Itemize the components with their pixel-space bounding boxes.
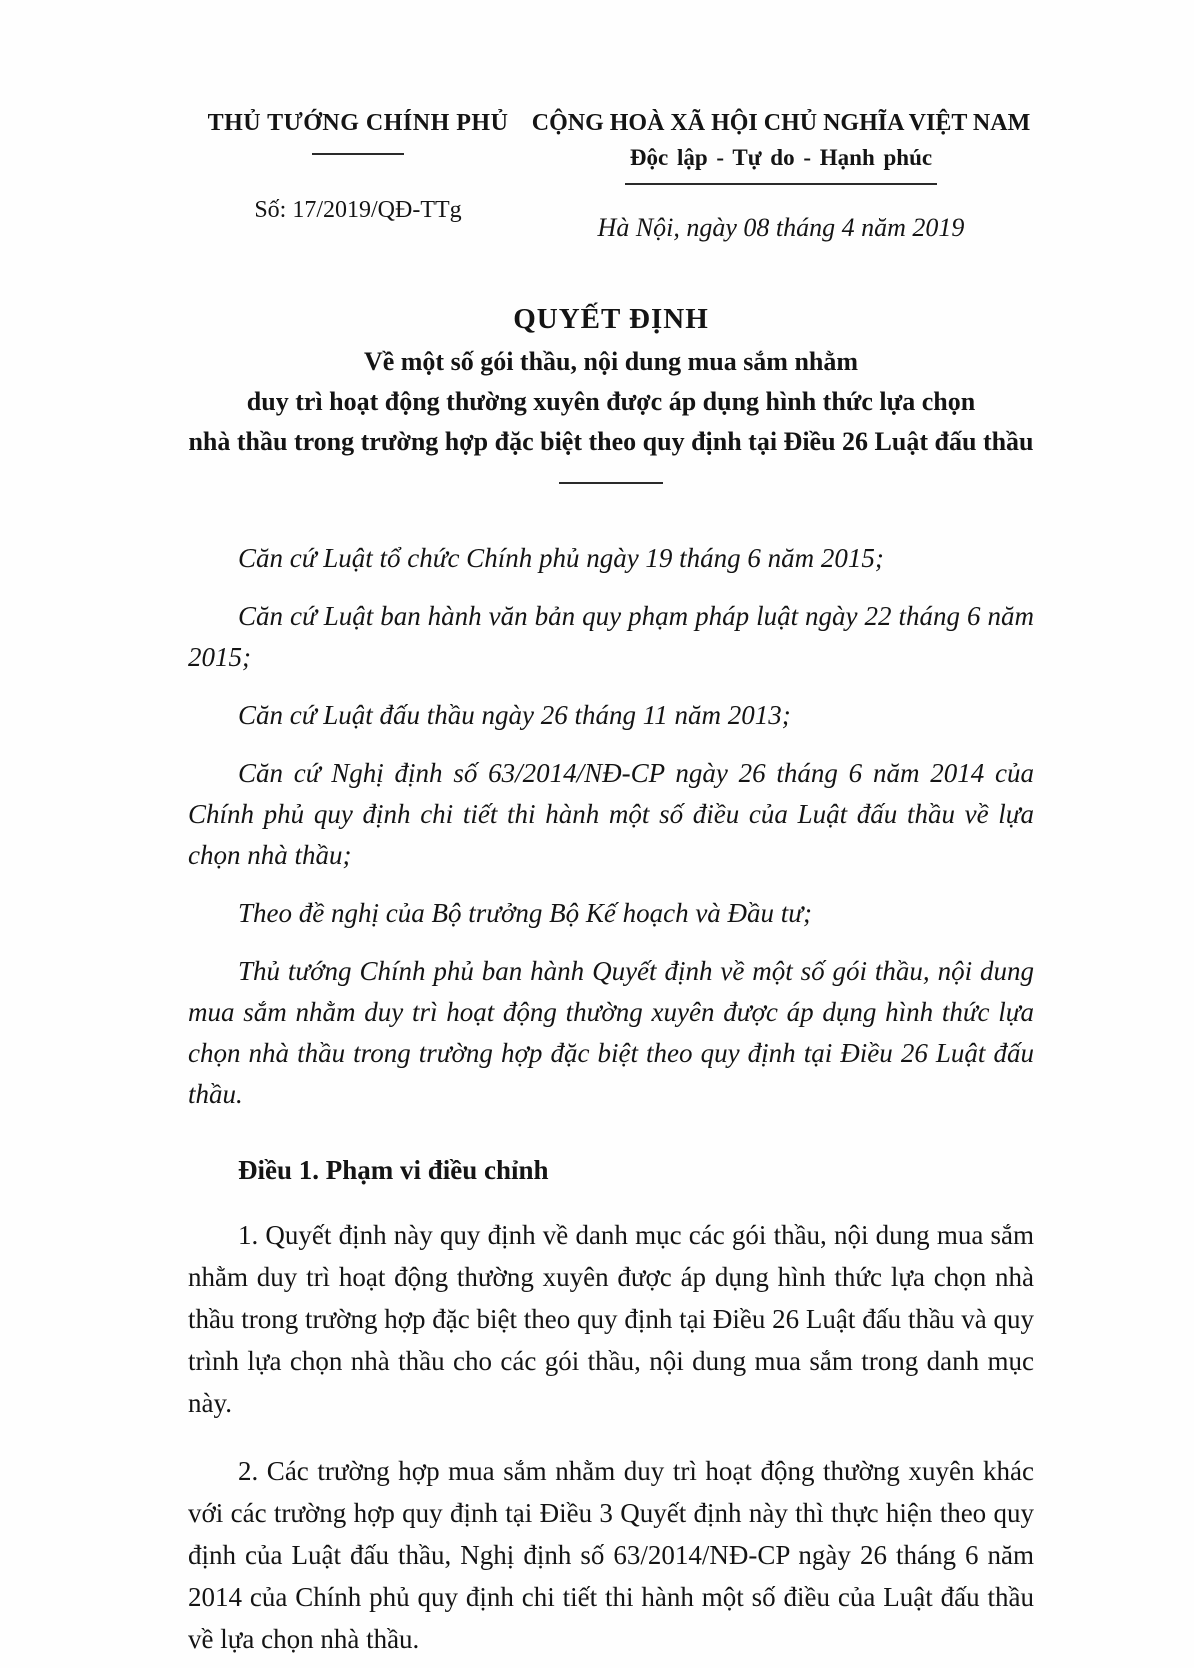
preamble-paragraph: Căn cứ Nghị định số 63/2014/NĐ-CP ngày 26 tháng 6 năm 2014 của Chính phủ quy định chi tiết thi hành một số điều của Luật đấu thầu về lựa chọn nhà thầu;	[188, 758, 1034, 870]
document-header	[188, 110, 1034, 243]
article-1-section	[188, 1155, 1034, 1660]
national-motto: Độc lập - Tự do - Hạnh phúc	[629, 145, 933, 170]
document-title-line: duy trì hoạt động thường xuyên được áp dụng hình thức lựa chọn	[246, 387, 976, 416]
preamble-paragraph: Căn cứ Luật ban hành văn bản quy phạm pháp luật ngày 22 tháng 6 năm 2015;	[188, 601, 1034, 672]
article-paragraph: 2. Các trường hợp mua sắm nhằm duy trì hoạt động thường xuyên khác với các trường hợp quy định tại Điều 3 Quyết định này thì thực hiện theo quy định của Luật đấu thầu, Nghị định số 63/2014/NĐ-CP ngày 26 tháng 6 năm 2014 của Chính phủ quy định chi tiết thi hành một số điều của Luật đấu thầu về lựa chọn nhà thầu.	[188, 1456, 1034, 1654]
document-type: QUYẾT ĐỊNH	[513, 303, 709, 335]
authority-underline	[312, 153, 404, 155]
document-number: Số: 17/2019/QĐ-TTg	[254, 197, 462, 223]
preamble-paragraph: Căn cứ Luật tổ chức Chính phủ ngày 19 tháng 6 năm 2015;	[238, 543, 884, 573]
article-paragraph: 1. Quyết định này quy định về danh mục các gói thầu, nội dung mua sắm nhằm duy trì hoạt động thường xuyên được áp dụng hình thức lựa chọn nhà thầu trong trường hợp đặc biệt theo quy định tại Điều 26 Luật đấu thầu và quy trình lựa chọn nhà thầu cho các gói thầu, nội dung mua sắm trong danh mục này.	[188, 1220, 1034, 1418]
country-name: CỘNG HOÀ XÃ HỘI CHỦ NGHĨA VIỆT NAM	[531, 110, 1031, 136]
title-block	[188, 303, 1034, 484]
preamble-paragraph: Thủ tướng Chính phủ ban hành Quyết định về một số gói thầu, nội dung mua sắm nhằm duy trì hoạt động thường xuyên được áp dụng hình thức lựa chọn nhà thầu trong trường hợp đặc biệt theo quy định tại Điều 26 Luật đấu thầu.	[188, 956, 1034, 1109]
issuing-authority-block	[188, 110, 528, 224]
motto-underline	[625, 183, 937, 185]
title-divider	[559, 482, 663, 484]
preamble-paragraph: Theo đề nghị của Bộ trưởng Bộ Kế hoạch và Đầu tư;	[238, 898, 813, 928]
article-heading: Điều 1. Phạm vi điều chỉnh	[238, 1155, 549, 1185]
preamble-paragraph: Căn cứ Luật đấu thầu ngày 26 tháng 11 năm 2013;	[238, 700, 791, 730]
place-and-date: Hà Nội, ngày 08 tháng 4 năm 2019	[597, 213, 965, 242]
issuing-authority: THỦ TƯỚNG CHÍNH PHỦ	[207, 110, 509, 136]
preamble-section	[188, 538, 1034, 1115]
document-title-line: nhà thầu trong trường hợp đặc biệt theo quy định tại Điều 26 Luật đấu thầu	[188, 427, 1034, 456]
document-title-line: Về một số gói thầu, nội dung mua sắm nhằm	[363, 347, 859, 376]
national-header-block	[528, 110, 1034, 243]
